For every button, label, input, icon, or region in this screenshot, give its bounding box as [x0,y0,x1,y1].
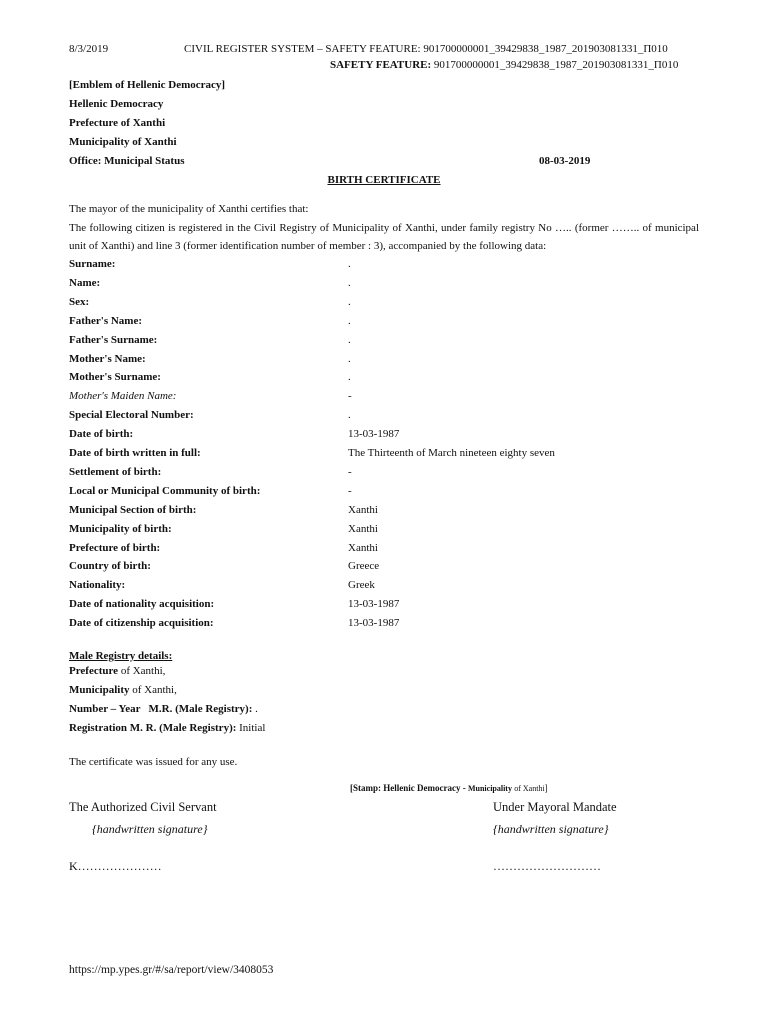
field-value: - [348,465,352,478]
field-label: Prefecture of birth: [69,541,161,554]
field-row [69,560,709,576]
field-value: . [348,276,351,289]
field-label: Date of birth: [69,428,134,441]
issue-date: 08-03-2019 [539,155,591,167]
field-row [69,315,709,331]
field-label: Municipal Section of birth: [69,503,197,516]
issuer-municipality: Municipality of Xanthi [69,136,177,148]
field-label: Mother's Maiden Name: [69,390,177,403]
safety-feature-label: SAFETY FEATURE: [330,59,432,71]
field-label: Special Electoral Number: [69,409,194,422]
stamp-prefix: [Stamp: Hellenic Democracy - [350,783,466,793]
field-row [69,617,709,633]
field-row [69,428,709,444]
right-signatory-title: Under Mayoral Mandate [493,800,617,814]
field-value: . [348,352,351,365]
field-label: Settlement of birth: [69,465,162,478]
field-value: Greece [348,560,380,573]
field-value: The Thirteenth of March nineteen eighty seven [348,447,555,459]
issuer-office: Office: Municipal Status [69,155,185,167]
field-label: Date of citizenship acquisition: [69,617,214,630]
field-row [69,485,709,501]
field-value: 13-03-1987 [348,617,400,630]
field-value: . [348,371,351,384]
male-registry-number [69,703,258,715]
field-value: . [348,258,351,270]
male-registry-municipality-value: of Xanthi, [132,684,177,696]
field-row [69,466,709,482]
field-label: Date of birth written in full: [69,447,201,459]
page-url: https://mp.ypes.gr/#/sa/report/view/3408053 [69,964,274,976]
issued-for-statement: The certificate was issued for any use. [69,756,238,768]
field-row [69,371,709,387]
field-row [69,579,709,595]
intro-line-1: The mayor of the municipality of Xanthi certifies that: [69,203,309,215]
field-row [69,296,709,312]
document-title: BIRTH CERTIFICATE [327,174,441,186]
field-label: Date of nationality acquisition: [69,598,215,611]
field-label: Father's Surname: [69,333,158,346]
right-signature: {handwritten signature} [493,822,609,836]
field-label: Sex: [69,295,90,308]
male-registry-prefecture-label: Prefecture [69,665,119,677]
stamp-close: ] [544,783,548,793]
male-registry-prefecture [69,665,165,677]
field-label: Name: [69,276,101,289]
male-registry-number-label: Number – Year M.R. (Male Registry): [69,703,253,715]
field-label: Father's Name: [69,314,143,327]
field-row [69,409,709,425]
field-label: Surname: [69,258,116,270]
field-value: Xanthi [348,541,378,554]
field-label: Nationality: [69,579,126,592]
field-row [69,504,709,520]
stamp-suffix: of Xanthi [514,784,545,793]
male-registry-municipality-label: Municipality [69,684,130,696]
issuer-prefecture: Prefecture of Xanthi [69,117,166,129]
safety-feature-value: 901700000001_39429838_1987_201903081331_П010 [433,59,679,71]
left-signatory-title: The Authorized Civil Servant [69,800,217,814]
field-value: 13-03-1987 [348,428,400,441]
field-value: . [348,409,351,422]
field-row [69,542,709,558]
field-label: Country of birth: [69,560,151,573]
male-registry-registration-label: Registration M. R. (Male Registry): [69,722,237,734]
field-row [69,334,709,350]
male-registry-registration-value: Initial [239,722,266,734]
field-row [69,598,709,614]
field-value: Xanthi [348,522,378,535]
field-row [69,447,709,463]
emblem-placeholder: [Emblem of Hellenic Democracy] [69,79,226,91]
safety-feature [330,59,678,71]
field-value: Greek [348,579,375,592]
field-label: Mother's Surname: [69,371,161,384]
field-row [69,523,709,539]
print-date: 8/3/2019 [69,43,109,55]
male-registry-municipality [69,684,177,696]
field-value: 13-03-1987 [348,598,400,611]
field-value: Xanthi [348,503,378,516]
male-registry-registration [69,722,265,734]
field-row [69,353,709,369]
field-value: . [348,333,351,346]
field-label: Municipality of birth: [69,522,172,535]
intro-line-2: The following citizen is registered in the Civil Registry of Municipality of Xanthi, under family registry No ….. (former …….. of municipal unit of Xanthi) and line 3 (former identification number of member : 3), accompanied by the following data: [69,222,699,252]
field-row [69,390,709,406]
field-label: Mother's Name: [69,352,146,365]
system-line: CIVIL REGISTER SYSTEM – SAFETY FEATURE: 901700000001_39429838_1987_201903081331_П010 [184,43,668,55]
left-signature: {handwritten signature} [92,822,208,836]
right-signatory-name: ……………………… [493,859,601,873]
male-registry-prefecture-value: of Xanthi, [120,665,166,677]
male-registry-heading: Male Registry details: [69,650,173,662]
field-value: - [348,484,352,497]
field-row [69,277,709,293]
stamp-municipality: Municipality [467,784,512,793]
issuer-state: Hellenic Democracy [69,98,164,110]
male-registry-number-value: . [255,703,258,715]
left-signatory-name: K………………… [69,859,162,873]
field-value: - [348,390,352,403]
field-label: Local or Municipal Community of birth: [69,484,261,497]
field-row [69,258,709,274]
field-value: . [348,314,351,327]
stamp-note [350,783,548,793]
field-value: . [348,295,351,308]
